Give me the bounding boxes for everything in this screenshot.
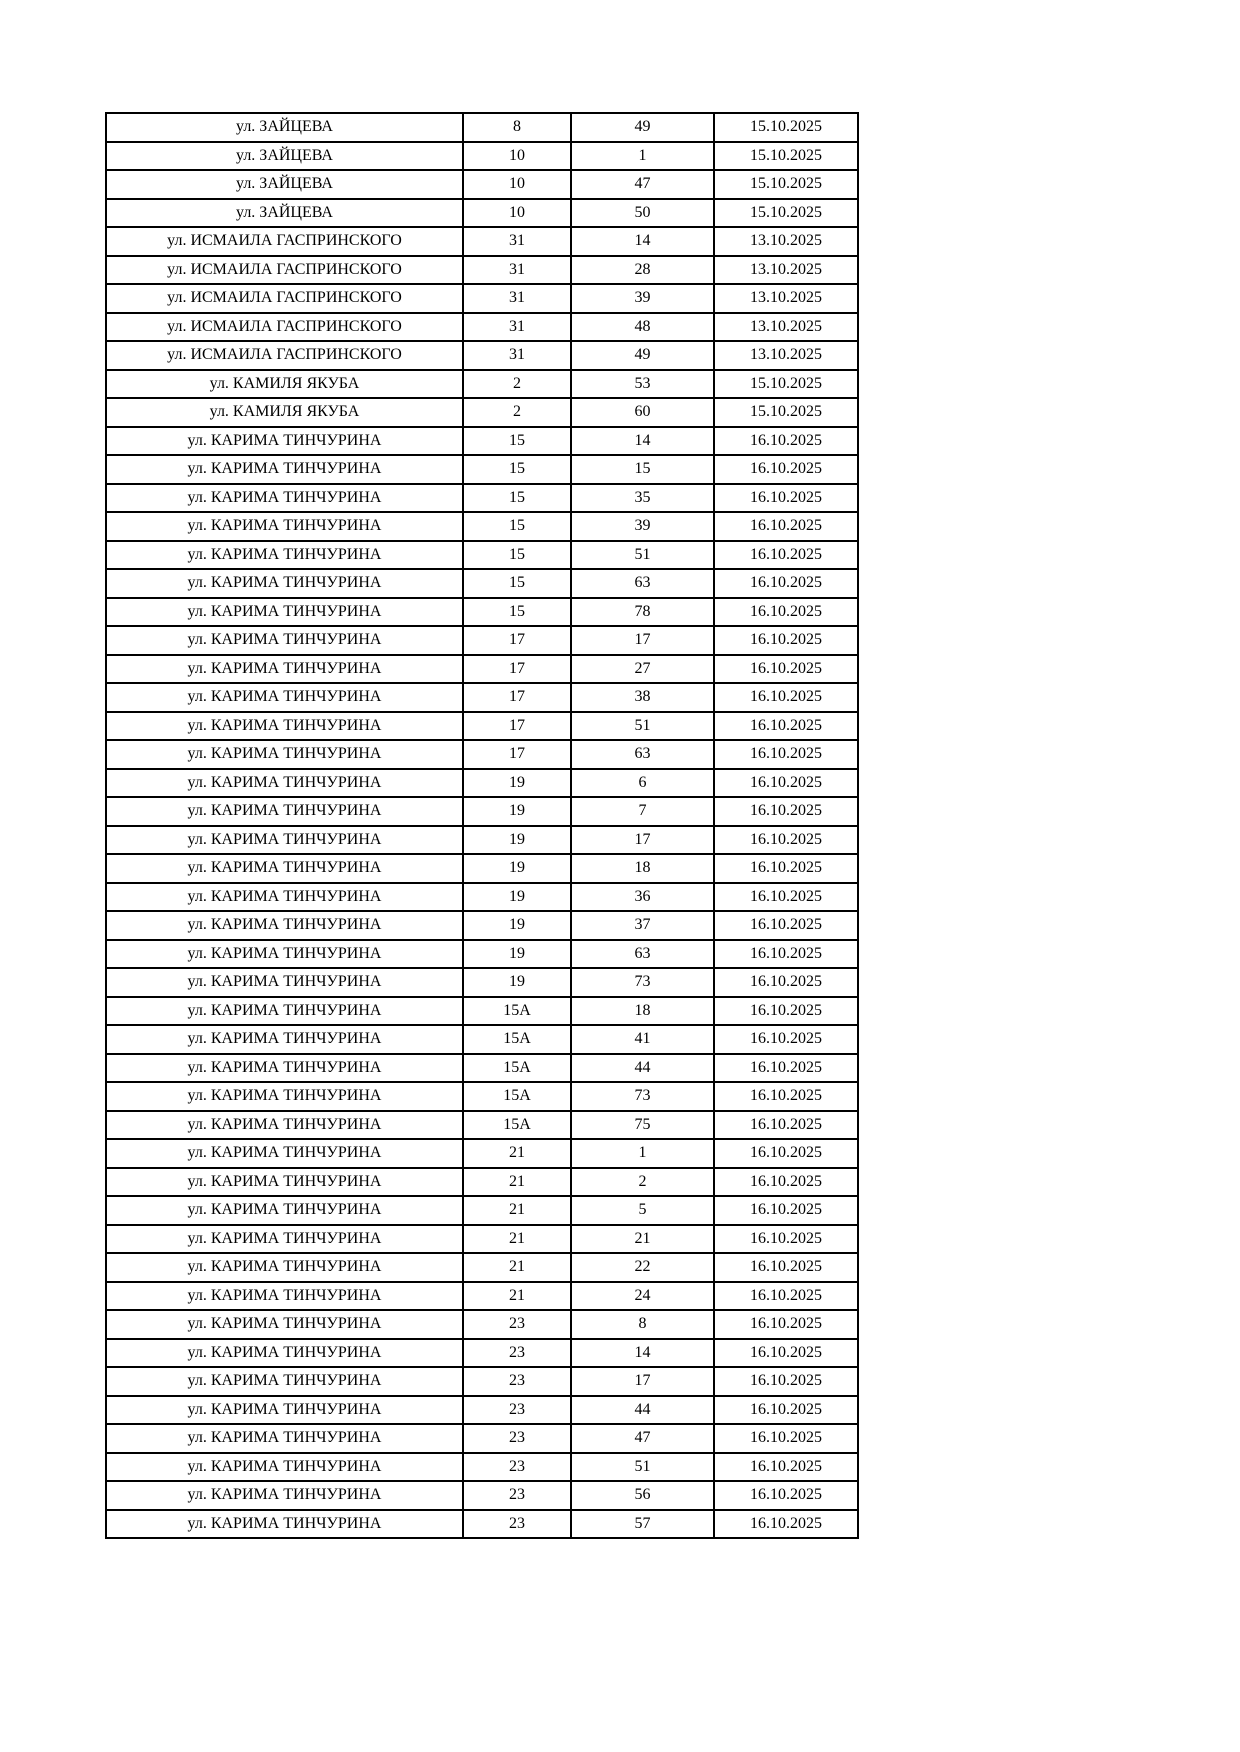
apartment-cell: 73 [571, 1082, 714, 1111]
street-cell: ул. КАРИМА ТИНЧУРИНА [106, 854, 463, 883]
house-number-cell: 19 [463, 826, 571, 855]
apartment-cell: 50 [571, 199, 714, 228]
street-cell: ул. КАРИМА ТИНЧУРИНА [106, 797, 463, 826]
table-row [106, 1025, 858, 1054]
street-cell: ул. КАРИМА ТИНЧУРИНА [106, 427, 463, 456]
house-number-cell: 15А [463, 1082, 571, 1111]
date-cell: 16.10.2025 [714, 1367, 858, 1396]
street-cell: ул. ЗАЙЦЕВА [106, 142, 463, 171]
street-cell: ул. КАРИМА ТИНЧУРИНА [106, 1310, 463, 1339]
street-cell: ул. КАРИМА ТИНЧУРИНА [106, 1054, 463, 1083]
house-number-cell: 17 [463, 712, 571, 741]
house-number-cell: 15 [463, 598, 571, 627]
house-number-cell: 31 [463, 284, 571, 313]
apartment-cell: 7 [571, 797, 714, 826]
date-cell: 15.10.2025 [714, 113, 858, 142]
table-row [106, 569, 858, 598]
table-row [106, 598, 858, 627]
house-number-cell: 10 [463, 142, 571, 171]
table-row [106, 1139, 858, 1168]
date-cell: 16.10.2025 [714, 1168, 858, 1197]
street-cell: ул. ИСМАИЛА ГАСПРИНСКОГО [106, 256, 463, 285]
apartment-cell: 36 [571, 883, 714, 912]
apartment-cell: 1 [571, 1139, 714, 1168]
date-cell: 13.10.2025 [714, 341, 858, 370]
apartment-cell: 21 [571, 1225, 714, 1254]
apartment-cell: 49 [571, 341, 714, 370]
date-cell: 15.10.2025 [714, 370, 858, 399]
date-cell: 15.10.2025 [714, 199, 858, 228]
street-cell: ул. ИСМАИЛА ГАСПРИНСКОГО [106, 313, 463, 342]
table-row [106, 1111, 858, 1140]
table-row [106, 740, 858, 769]
house-number-cell: 21 [463, 1225, 571, 1254]
house-number-cell: 15 [463, 569, 571, 598]
date-cell: 16.10.2025 [714, 1339, 858, 1368]
apartment-cell: 60 [571, 398, 714, 427]
apartment-cell: 73 [571, 968, 714, 997]
date-cell: 16.10.2025 [714, 883, 858, 912]
street-cell: ул. КАРИМА ТИНЧУРИНА [106, 1282, 463, 1311]
house-number-cell: 31 [463, 341, 571, 370]
apartment-cell: 5 [571, 1196, 714, 1225]
table-row [106, 1339, 858, 1368]
table-row [106, 1082, 858, 1111]
table-row [106, 997, 858, 1026]
house-number-cell: 2 [463, 398, 571, 427]
house-number-cell: 15 [463, 484, 571, 513]
house-number-cell: 15А [463, 1054, 571, 1083]
apartment-cell: 35 [571, 484, 714, 513]
date-cell: 16.10.2025 [714, 1025, 858, 1054]
table-row [106, 883, 858, 912]
apartment-cell: 28 [571, 256, 714, 285]
table-row [106, 854, 858, 883]
house-number-cell: 19 [463, 769, 571, 798]
apartment-cell: 51 [571, 1453, 714, 1482]
apartment-cell: 6 [571, 769, 714, 798]
table-row [106, 797, 858, 826]
house-number-cell: 17 [463, 655, 571, 684]
apartment-cell: 2 [571, 1168, 714, 1197]
apartment-cell: 44 [571, 1396, 714, 1425]
street-cell: ул. КАРИМА ТИНЧУРИНА [106, 1510, 463, 1539]
apartment-cell: 47 [571, 170, 714, 199]
street-cell: ул. КАРИМА ТИНЧУРИНА [106, 1225, 463, 1254]
date-cell: 16.10.2025 [714, 1453, 858, 1482]
house-number-cell: 15 [463, 455, 571, 484]
date-cell: 16.10.2025 [714, 598, 858, 627]
house-number-cell: 21 [463, 1196, 571, 1225]
street-cell: ул. КАРИМА ТИНЧУРИНА [106, 455, 463, 484]
street-cell: ул. КАРИМА ТИНЧУРИНА [106, 655, 463, 684]
house-number-cell: 19 [463, 883, 571, 912]
house-number-cell: 31 [463, 227, 571, 256]
street-cell: ул. КАРИМА ТИНЧУРИНА [106, 1396, 463, 1425]
house-number-cell: 21 [463, 1282, 571, 1311]
apartment-cell: 75 [571, 1111, 714, 1140]
street-cell: ул. КАРИМА ТИНЧУРИНА [106, 683, 463, 712]
house-number-cell: 23 [463, 1396, 571, 1425]
date-cell: 15.10.2025 [714, 398, 858, 427]
house-number-cell: 17 [463, 683, 571, 712]
house-number-cell: 23 [463, 1453, 571, 1482]
table-row [106, 113, 858, 142]
apartment-cell: 53 [571, 370, 714, 399]
apartment-cell: 22 [571, 1253, 714, 1282]
street-cell: ул. КАРИМА ТИНЧУРИНА [106, 940, 463, 969]
apartment-cell: 47 [571, 1424, 714, 1453]
street-cell: ул. КАРИМА ТИНЧУРИНА [106, 1453, 463, 1482]
date-cell: 16.10.2025 [714, 455, 858, 484]
date-cell: 15.10.2025 [714, 142, 858, 171]
apartment-cell: 63 [571, 569, 714, 598]
street-cell: ул. КАРИМА ТИНЧУРИНА [106, 598, 463, 627]
date-cell: 13.10.2025 [714, 313, 858, 342]
apartment-cell: 24 [571, 1282, 714, 1311]
date-cell: 16.10.2025 [714, 1424, 858, 1453]
street-cell: ул. КАРИМА ТИНЧУРИНА [106, 569, 463, 598]
table-row [106, 1424, 858, 1453]
street-cell: ул. КАРИМА ТИНЧУРИНА [106, 1139, 463, 1168]
street-cell: ул. ИСМАИЛА ГАСПРИНСКОГО [106, 341, 463, 370]
house-number-cell: 15 [463, 541, 571, 570]
table-row [106, 1196, 858, 1225]
date-cell: 16.10.2025 [714, 427, 858, 456]
house-number-cell: 15 [463, 427, 571, 456]
apartment-cell: 37 [571, 911, 714, 940]
table-row [106, 1453, 858, 1482]
house-number-cell: 23 [463, 1481, 571, 1510]
apartment-cell: 17 [571, 826, 714, 855]
apartment-cell: 1 [571, 142, 714, 171]
date-cell: 16.10.2025 [714, 854, 858, 883]
date-cell: 16.10.2025 [714, 1082, 858, 1111]
street-cell: ул. ЗАЙЦЕВА [106, 199, 463, 228]
street-cell: ул. КАРИМА ТИНЧУРИНА [106, 1339, 463, 1368]
table-row [106, 370, 858, 399]
street-cell: ул. КАРИМА ТИНЧУРИНА [106, 712, 463, 741]
date-cell: 16.10.2025 [714, 740, 858, 769]
street-cell: ул. КАРИМА ТИНЧУРИНА [106, 1367, 463, 1396]
table-row [106, 427, 858, 456]
table-row [106, 1225, 858, 1254]
table-row [106, 826, 858, 855]
apartment-cell: 17 [571, 1367, 714, 1396]
date-cell: 13.10.2025 [714, 227, 858, 256]
table-row [106, 227, 858, 256]
table-row [106, 940, 858, 969]
apartment-cell: 44 [571, 1054, 714, 1083]
date-cell: 16.10.2025 [714, 1054, 858, 1083]
house-number-cell: 10 [463, 170, 571, 199]
apartment-cell: 39 [571, 284, 714, 313]
table-row [106, 170, 858, 199]
street-cell: ул. КАРИМА ТИНЧУРИНА [106, 1424, 463, 1453]
address-table-body [106, 113, 858, 1538]
date-cell: 16.10.2025 [714, 1396, 858, 1425]
table-row [106, 142, 858, 171]
table-row [106, 455, 858, 484]
apartment-cell: 18 [571, 854, 714, 883]
street-cell: ул. ЗАЙЦЕВА [106, 170, 463, 199]
apartment-cell: 56 [571, 1481, 714, 1510]
table-row [106, 1396, 858, 1425]
table-row [106, 1310, 858, 1339]
house-number-cell: 23 [463, 1339, 571, 1368]
table-row [106, 1054, 858, 1083]
table-row [106, 1481, 858, 1510]
street-cell: ул. КАРИМА ТИНЧУРИНА [106, 512, 463, 541]
street-cell: ул. КАРИМА ТИНЧУРИНА [106, 826, 463, 855]
date-cell: 16.10.2025 [714, 1111, 858, 1140]
table-row [106, 1168, 858, 1197]
apartment-cell: 41 [571, 1025, 714, 1054]
street-cell: ул. КАМИЛЯ ЯКУБА [106, 370, 463, 399]
street-cell: ул. КАРИМА ТИНЧУРИНА [106, 911, 463, 940]
street-cell: ул. КАРИМА ТИНЧУРИНА [106, 1481, 463, 1510]
date-cell: 16.10.2025 [714, 512, 858, 541]
street-cell: ул. КАРИМА ТИНЧУРИНА [106, 769, 463, 798]
apartment-cell: 57 [571, 1510, 714, 1539]
apartment-cell: 51 [571, 712, 714, 741]
street-cell: ул. КАРИМА ТИНЧУРИНА [106, 1111, 463, 1140]
house-number-cell: 21 [463, 1139, 571, 1168]
house-number-cell: 19 [463, 968, 571, 997]
apartment-cell: 63 [571, 740, 714, 769]
table-row [106, 313, 858, 342]
address-table [105, 112, 859, 1539]
apartment-cell: 17 [571, 626, 714, 655]
apartment-cell: 51 [571, 541, 714, 570]
apartment-cell: 63 [571, 940, 714, 969]
apartment-cell: 39 [571, 512, 714, 541]
date-cell: 15.10.2025 [714, 170, 858, 199]
date-cell: 16.10.2025 [714, 797, 858, 826]
house-number-cell: 23 [463, 1510, 571, 1539]
table-row [106, 1510, 858, 1539]
date-cell: 16.10.2025 [714, 1481, 858, 1510]
house-number-cell: 19 [463, 911, 571, 940]
table-row [106, 911, 858, 940]
table-row [106, 484, 858, 513]
house-number-cell: 15А [463, 997, 571, 1026]
apartment-cell: 78 [571, 598, 714, 627]
street-cell: ул. КАРИМА ТИНЧУРИНА [106, 740, 463, 769]
house-number-cell: 19 [463, 940, 571, 969]
house-number-cell: 23 [463, 1424, 571, 1453]
house-number-cell: 10 [463, 199, 571, 228]
date-cell: 16.10.2025 [714, 541, 858, 570]
date-cell: 16.10.2025 [714, 1510, 858, 1539]
street-cell: ул. КАРИМА ТИНЧУРИНА [106, 484, 463, 513]
house-number-cell: 19 [463, 797, 571, 826]
date-cell: 13.10.2025 [714, 284, 858, 313]
table-row [106, 683, 858, 712]
street-cell: ул. КАРИМА ТИНЧУРИНА [106, 541, 463, 570]
house-number-cell: 19 [463, 854, 571, 883]
apartment-cell: 14 [571, 227, 714, 256]
date-cell: 16.10.2025 [714, 911, 858, 940]
table-row [106, 769, 858, 798]
date-cell: 16.10.2025 [714, 712, 858, 741]
street-cell: ул. КАМИЛЯ ЯКУБА [106, 398, 463, 427]
date-cell: 16.10.2025 [714, 1196, 858, 1225]
date-cell: 16.10.2025 [714, 569, 858, 598]
date-cell: 16.10.2025 [714, 940, 858, 969]
house-number-cell: 15А [463, 1025, 571, 1054]
apartment-cell: 14 [571, 1339, 714, 1368]
apartment-cell: 15 [571, 455, 714, 484]
date-cell: 16.10.2025 [714, 968, 858, 997]
table-row [106, 968, 858, 997]
house-number-cell: 21 [463, 1168, 571, 1197]
house-number-cell: 17 [463, 626, 571, 655]
table-row [106, 341, 858, 370]
street-cell: ул. ИСМАИЛА ГАСПРИНСКОГО [106, 227, 463, 256]
date-cell: 16.10.2025 [714, 1139, 858, 1168]
street-cell: ул. ЗАЙЦЕВА [106, 113, 463, 142]
apartment-cell: 18 [571, 997, 714, 1026]
table-row [106, 199, 858, 228]
table-row [106, 541, 858, 570]
street-cell: ул. КАРИМА ТИНЧУРИНА [106, 883, 463, 912]
street-cell: ул. КАРИМА ТИНЧУРИНА [106, 1196, 463, 1225]
date-cell: 16.10.2025 [714, 997, 858, 1026]
table-row [106, 712, 858, 741]
street-cell: ул. КАРИМА ТИНЧУРИНА [106, 1253, 463, 1282]
apartment-cell: 38 [571, 683, 714, 712]
house-number-cell: 15 [463, 512, 571, 541]
apartment-cell: 49 [571, 113, 714, 142]
street-cell: ул. КАРИМА ТИНЧУРИНА [106, 1082, 463, 1111]
apartment-cell: 14 [571, 427, 714, 456]
date-cell: 16.10.2025 [714, 1225, 858, 1254]
house-number-cell: 31 [463, 313, 571, 342]
date-cell: 16.10.2025 [714, 1282, 858, 1311]
table-row [106, 284, 858, 313]
house-number-cell: 23 [463, 1367, 571, 1396]
house-number-cell: 15А [463, 1111, 571, 1140]
table-row [106, 655, 858, 684]
table-row [106, 1367, 858, 1396]
house-number-cell: 21 [463, 1253, 571, 1282]
street-cell: ул. КАРИМА ТИНЧУРИНА [106, 1168, 463, 1197]
street-cell: ул. КАРИМА ТИНЧУРИНА [106, 1025, 463, 1054]
table-row [106, 512, 858, 541]
apartment-cell: 8 [571, 1310, 714, 1339]
date-cell: 16.10.2025 [714, 769, 858, 798]
house-number-cell: 2 [463, 370, 571, 399]
apartment-cell: 27 [571, 655, 714, 684]
table-row [106, 398, 858, 427]
house-number-cell: 31 [463, 256, 571, 285]
house-number-cell: 23 [463, 1310, 571, 1339]
table-row [106, 626, 858, 655]
date-cell: 16.10.2025 [714, 683, 858, 712]
date-cell: 16.10.2025 [714, 1310, 858, 1339]
street-cell: ул. КАРИМА ТИНЧУРИНА [106, 997, 463, 1026]
street-cell: ул. КАРИМА ТИНЧУРИНА [106, 626, 463, 655]
table-row [106, 256, 858, 285]
table-row [106, 1253, 858, 1282]
table-row [106, 1282, 858, 1311]
street-cell: ул. КАРИМА ТИНЧУРИНА [106, 968, 463, 997]
date-cell: 16.10.2025 [714, 655, 858, 684]
date-cell: 16.10.2025 [714, 1253, 858, 1282]
house-number-cell: 17 [463, 740, 571, 769]
date-cell: 16.10.2025 [714, 626, 858, 655]
date-cell: 16.10.2025 [714, 484, 858, 513]
house-number-cell: 8 [463, 113, 571, 142]
apartment-cell: 48 [571, 313, 714, 342]
date-cell: 13.10.2025 [714, 256, 858, 285]
date-cell: 16.10.2025 [714, 826, 858, 855]
street-cell: ул. ИСМАИЛА ГАСПРИНСКОГО [106, 284, 463, 313]
